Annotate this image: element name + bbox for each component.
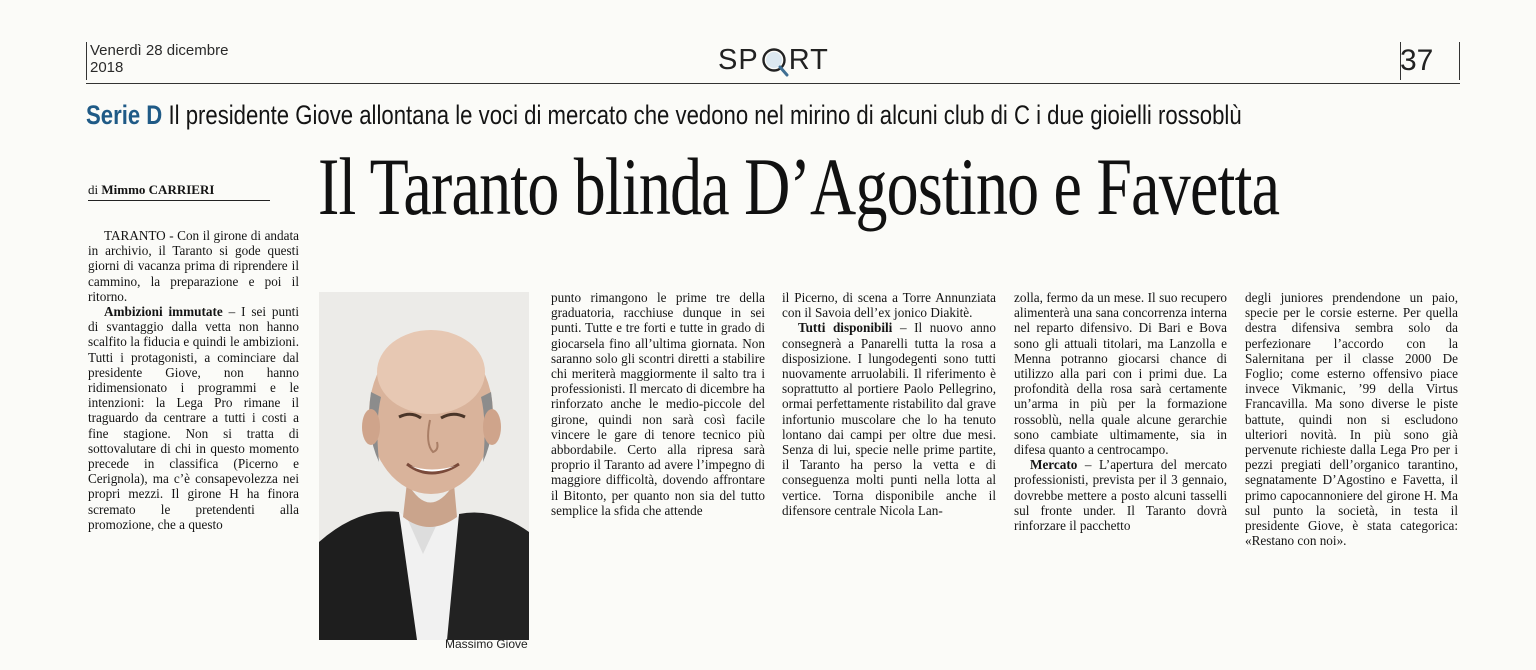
subheading-tutti-disponibili: Tutti disponibili bbox=[798, 320, 893, 336]
paragraph-text: – L’apertura del mercato professionisti, prevista per il 3 gennaio, dovrebbe mettere a posto alcuni tasselli sul fronte under. Il Taranto dovrà rinforzare il pacchetto bbox=[1014, 457, 1227, 534]
article-column-4 bbox=[1014, 290, 1227, 662]
section-logo bbox=[718, 44, 829, 77]
byline bbox=[88, 182, 214, 198]
issue-date bbox=[90, 42, 300, 76]
header-rule bbox=[86, 83, 1460, 84]
article-paragraph: il Picerno, di scena a Torre Annunziata con il Savoia dell’ex jonico Diakitè. bbox=[782, 290, 996, 321]
subheading-mercato: Mercato bbox=[1030, 457, 1078, 473]
article-paragraph: degli juniores prendendone un paio, specie per le corsie esterne. Per quella destra difensiva sembra solo da perfezionare l’accordo con la Salernitana per il classe 2000 De Foglio; come esterno offensivo piace invece Vikmanic, ’99 della Virtus Francavilla. Ma sono diverse le piste battute, quindi non si escludono ulteriori novità. In più sono già pervenute richieste dalla Lega Pro per i pezzi pregiati dell’organico tarantino, segnatamente D’Agostino e Favetta, il primo capocannoniere del girone H. Ma sul punto la società, in testa il presidente Giove, è stata categorica: «Restano con noi». bbox=[1245, 290, 1458, 549]
issue-date-day: Venerdì 28 dicembre bbox=[90, 42, 229, 59]
article-paragraph bbox=[1014, 457, 1227, 533]
byline-rule bbox=[88, 200, 270, 201]
byline-prefix: di bbox=[88, 182, 99, 197]
article-column-3 bbox=[782, 290, 996, 662]
section-logo-suffix: RT bbox=[788, 44, 829, 76]
article-intro-paragraph: TARANTO - Con il girone di andata in archivio, il Taranto si gode questi giorni di vacanza prima di riprendere il cammino, la preparazione e poi il ritorno. bbox=[88, 228, 299, 304]
article-paragraph bbox=[782, 320, 996, 518]
paragraph-text: – Il nuovo anno consegnerà a Panarelli tutta la rosa a disposizione. I lungodegenti sono tutti nuovamente arruolabili. Il riferimento è soprattutto al portiere Paolo Pellegrino, ormai perfettamente ristabilito dal grave infortunio muscolare che lo ha tenuto lontano dai campi per oltre due mesi. Senza di lui, specie nelle prime partite, il Taranto ha perso la vetta e di conseguenza molti punti nella lotta al vertice. Torna disponibile anche il difensore centrale Nicola Lan- bbox=[782, 320, 996, 518]
portrait-illustration bbox=[319, 292, 529, 640]
headline: Il Taranto blinda D’Agostino e Favetta bbox=[318, 141, 1280, 232]
issue-date-year: 2018 bbox=[90, 59, 124, 76]
page-number: 37 bbox=[1400, 44, 1434, 77]
article-paragraph: zolla, fermo da un mese. Il suo recupero alimenterà una sana concorrenza interna nel reparto difensivo. Di Bari e Bova sono gli attuali titolari, ma Lanzolla e Menna potranno giocarsi chance di utilizzo alla pari con i primi due. La profondità della rosa sarà certamente un’arma in più per la formazione rossoblù, nella quale alcune gerarchie sono cambiate ultimamente, sia in difesa quanto a centrocampo. bbox=[1014, 290, 1227, 458]
section-logo-prefix: SP bbox=[718, 44, 759, 76]
subheading-ambizioni: Ambizioni immutate bbox=[104, 304, 223, 320]
header-right-divider-outer bbox=[1459, 42, 1460, 80]
header-left-divider bbox=[86, 42, 87, 80]
article-paragraph bbox=[88, 304, 299, 532]
paragraph-text: – I sei punti di svantaggio dalla vetta non hanno scalfito la fiducia e quindi le ambizioni. Tutti i protagonisti, a cominciare dal presidente Giove, non hanno ridimensionato i programmi e le intenzioni: la Lega Pro rimane il traguardo da centrare a tutti i costi a fine stagione. Non si tratta di sottovalutare di chi in questo momento precede in classifica (Picerno e Cerignola), ma c’è consapevolezza nei propri mezzi. Il girone H ha finora scremato le pretendenti alla promozione, che a questo bbox=[88, 304, 299, 532]
magnifier-icon bbox=[760, 47, 788, 75]
byline-author: Mimmo CARRIERI bbox=[101, 182, 215, 197]
article-paragraph: punto rimangono le prime tre della graduatoria, racchiuse dunque in sei punti. Tutte e tre forti e tutte in grado di giocarsela fino all’ultima giornata. Non saranno solo gli scontri diretti a stabilire chi meriterà maggiormente il salto tra i professionisti. Il mercato di dicembre ha rinforzato anche le medio-piccole del girone, quindi non sarà così facile vincere le gare di tenore tecnico più abbordabile. Certo alla ripresa sarà proprio il Taranto ad avere l’impegno di maggiore difficoltà, dovendo affrontare il Bitonto, per quanto non sia del tutto semplice la sfida che attende bbox=[551, 290, 765, 518]
article-column-2 bbox=[551, 290, 765, 662]
kicker bbox=[86, 100, 1242, 131]
article-column-5 bbox=[1245, 290, 1458, 662]
photo-caption: Massimo Giove bbox=[445, 637, 528, 651]
portrait-photo bbox=[319, 292, 529, 640]
article-column-1 bbox=[88, 228, 299, 660]
kicker-label: Serie D bbox=[86, 100, 163, 130]
kicker-text: Il presidente Giove allontana le voci di mercato che vedono nel mirino di alcuni club di C i due gioielli rossoblù bbox=[168, 100, 1242, 130]
